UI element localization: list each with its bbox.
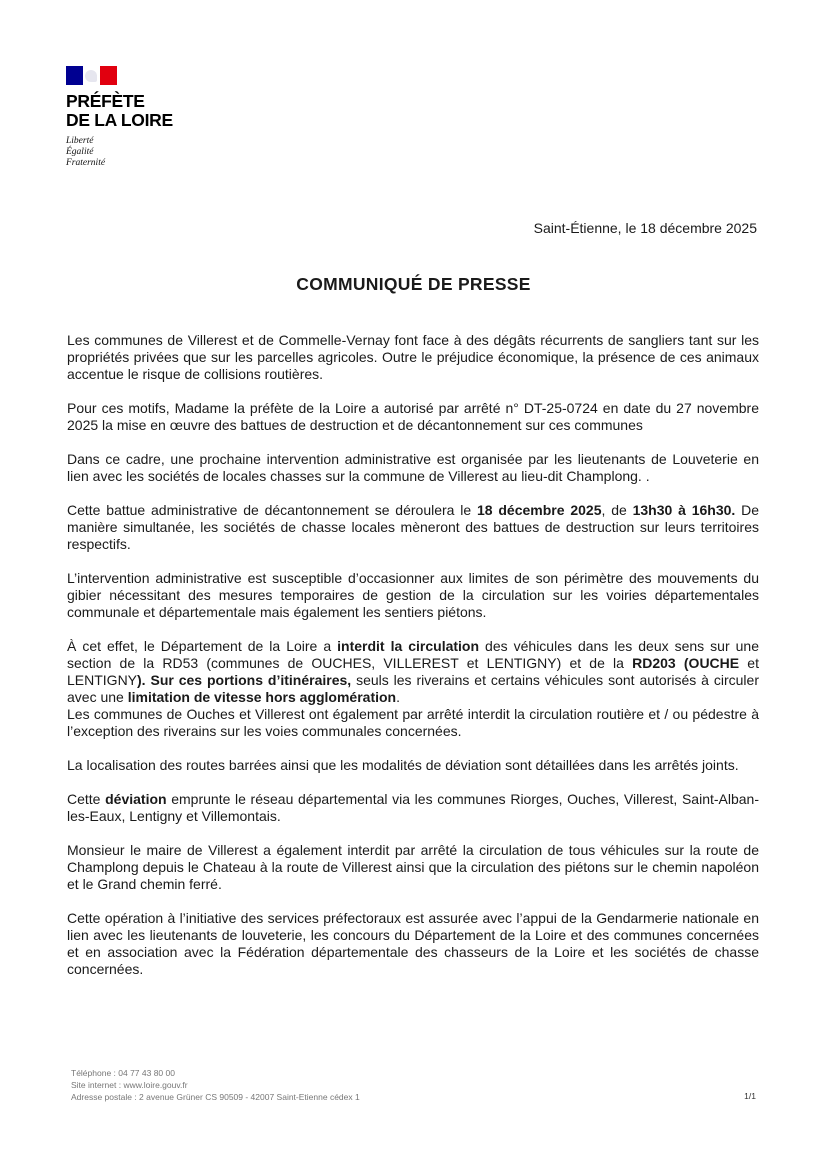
body-paragraph <box>67 502 759 553</box>
prefecture-name-line2: DE LA LOIRE <box>66 110 173 130</box>
text-segment: Cette opération à l’initiative des services préfectoraux est assurée avec l’appui de la Gendarmerie nationale en lien avec les lieutenants de louveterie, les concours du Département de la Loire et des communes concernées et en association avec la Fédération départementale des chasseurs de la Loire et les sociétés de chasse concernées. <box>67 910 759 977</box>
footer-website: Site internet : www.loire.gouv.fr <box>71 1080 188 1090</box>
text-segment: Les communes de Villerest et de Commelle-Vernay font face à des dégâts récurrents de sangliers tant sur les propriétés privées que sur les parcelles agricoles. Outre le préjudice économique, la présence de ces animaux accentue le risque de collisions routières. <box>67 332 759 382</box>
text-segment: emprunte le réseau départemental via les communes Riorges, Ouches, Villerest, Saint-Alban-les-Eaux, Lentigny et Villemontais. <box>67 791 759 824</box>
body-paragraph <box>67 791 759 825</box>
text-segment: Cette <box>67 791 106 807</box>
text-segment: L’intervention administrative est susceptible d’occasionner aux limites de son périmètre des mouvements du gibier nécessitant des mesures temporaires de gestion de la circulation sur les voiries départementales communale et départementale mais également les sentiers piétons. <box>67 570 759 620</box>
text-segment: . <box>396 689 401 705</box>
document-title: COMMUNIQUÉ DE PRESSE <box>296 274 531 294</box>
body-paragraph <box>67 757 759 774</box>
footer-contact <box>71 1067 360 1103</box>
text-segment: Les communes de Ouches et Villerest ont également par arrêté interdit la circulation routière et / ou pédestre à l’exception des riverains sur les voies communales concernées. <box>67 706 759 739</box>
text-segment: Cette battue administrative de décantonnement se déroulera le <box>67 502 477 518</box>
text-segment: De manière simultanée, les sociétés de chasse locales mèneront des battues de destruction sur leurs territoires respectifs. <box>67 502 759 552</box>
bold-text: limitation de vitesse hors agglomération <box>127 689 397 705</box>
body-paragraph <box>67 910 759 978</box>
text-segment: seuls les riverains et certains véhicules sont autorisés à circuler avec une <box>67 672 759 705</box>
bold-text: interdit la circulation <box>337 638 480 654</box>
footer-address: Adresse postale : 2 avenue Grüner CS 90509 - 42007 Saint-Etienne cédex 1 <box>71 1092 360 1102</box>
footer-phone: Téléphone : 04 77 43 80 00 <box>71 1068 175 1078</box>
text-segment: , de <box>601 502 633 518</box>
bold-text: déviation <box>105 791 167 807</box>
body-paragraph <box>67 332 759 383</box>
document-date: Saint-Étienne, le 18 décembre 2025 <box>533 220 757 236</box>
body-paragraph <box>67 451 759 485</box>
bold-text: 13h30 à 16h30. <box>632 502 736 518</box>
body-paragraph <box>67 570 759 621</box>
motto-egalite: Égalité <box>66 147 94 157</box>
text-segment: et LENTIGNY <box>67 655 759 688</box>
page-number: 1/1 <box>744 1091 756 1101</box>
press-release-body <box>67 332 759 995</box>
prefecture-logo <box>66 66 173 169</box>
text-segment: Pour ces motifs, Madame la préfète de la Loire a autorisé par arrêté n° DT-25-0724 en date du 27 novembre 2025 la mise en œuvre des battues de destruction et de décantonnement sur ces communes <box>67 400 759 433</box>
french-flag-icon <box>66 66 117 85</box>
republic-motto <box>66 136 173 169</box>
bold-text: RD203 (OUCHE <box>632 655 740 671</box>
motto-fraternite: Fraternité <box>66 158 106 168</box>
body-paragraph <box>67 400 759 434</box>
motto-liberte: Liberté <box>66 136 94 146</box>
bold-text: 18 décembre 2025 <box>476 502 602 518</box>
text-segment: Dans ce cadre, une prochaine intervention administrative est organisée par les lieutenants de Louveterie en lien avec les sociétés de locales chasses sur la commune de Villerest au lieu-dit Champlong. . <box>67 451 759 484</box>
body-paragraph <box>67 842 759 893</box>
text-segment: À cet effet, le Département de la Loire a <box>67 638 338 654</box>
text-segment: Monsieur le maire de Villerest a également interdit par arrêté la circulation de tous véhicules sur la route de Champlong depuis le Chateau à la route de Villerest ainsi que la circulation des piétons sur le chemin napoléon et le Grand chemin ferré. <box>67 842 759 892</box>
prefecture-name <box>66 92 173 130</box>
text-segment: des véhicules dans les deux sens sur une section de la RD53 (communes de OUCHES, VILLEREST et LENTIGNY) et de la <box>67 638 759 671</box>
body-paragraph <box>67 638 759 740</box>
bold-text: ). Sur ces portions d’itinéraires, <box>137 672 352 688</box>
prefecture-name-line1: PRÉFÈTE <box>66 91 145 111</box>
text-segment: La localisation des routes barrées ainsi que les modalités de déviation sont détaillées dans les arrêtés joints. <box>67 757 739 773</box>
